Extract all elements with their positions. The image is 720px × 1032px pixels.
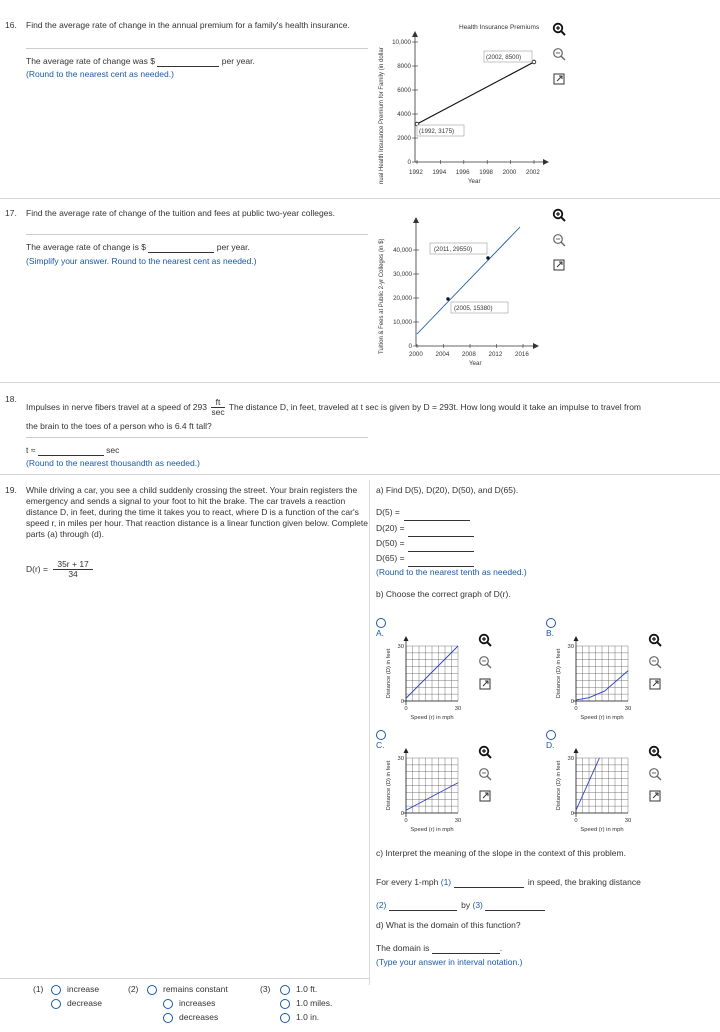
q17-xtick-label: 2012 bbox=[488, 351, 503, 358]
q16-answer-line bbox=[26, 56, 255, 67]
q16-answer-input[interactable] bbox=[157, 57, 219, 67]
q16-ytick-label: 10,000 bbox=[392, 39, 411, 46]
choice-decrease[interactable] bbox=[51, 998, 102, 1009]
q18-answer-input[interactable] bbox=[38, 446, 104, 456]
q19-c-line1-num: (1) bbox=[440, 877, 452, 887]
q17-chart-ylabel: Tuition & Fees at Public 2-yr Colleges (in $) bbox=[379, 238, 385, 354]
zoom-in-icon[interactable] bbox=[648, 745, 662, 759]
q16-xtick-label: 1992 bbox=[409, 169, 423, 176]
zoom-out-icon[interactable] bbox=[648, 767, 662, 781]
q19-c-line1-b: in speed, the braking distance bbox=[527, 877, 641, 887]
choices2-label: (2) bbox=[128, 984, 139, 994]
q18-frac-bottom: sec bbox=[211, 407, 225, 417]
option-ytick-top: 30 bbox=[567, 644, 574, 650]
q18-text-a: Impulses in nerve fibers travel at a speed of 293 bbox=[26, 401, 207, 412]
choice-1-in-label: 1.0 in. bbox=[296, 1012, 320, 1022]
zoom-out-icon[interactable] bbox=[478, 767, 492, 781]
q18-frac-top: ft bbox=[211, 398, 224, 408]
zoom-out-icon[interactable] bbox=[648, 655, 662, 669]
option-graph bbox=[376, 743, 476, 843]
zoom-out-icon[interactable] bbox=[478, 655, 492, 669]
option-line bbox=[576, 758, 599, 810]
q16-ytick-label: 2000 bbox=[397, 135, 411, 142]
q19-d-line: The domain is . bbox=[376, 943, 503, 953]
choice-decrease-label: decrease bbox=[67, 998, 102, 1008]
q19-d-text: The domain is bbox=[376, 943, 430, 953]
choices1-label: (1) bbox=[33, 984, 44, 994]
q17-xtick-label: 2004 bbox=[435, 351, 450, 358]
option-graph bbox=[546, 631, 646, 731]
option-xtick-max: 30 bbox=[624, 818, 632, 824]
option-ytick-top: 30 bbox=[567, 756, 574, 762]
question-number-18: 18. bbox=[5, 394, 17, 404]
q17-ytick-label: 30,000 bbox=[393, 271, 412, 278]
choice-remains-constant-label: remains constant bbox=[163, 984, 228, 994]
q16-ytick-label: 8000 bbox=[397, 63, 411, 70]
expand-icon[interactable] bbox=[478, 677, 492, 691]
d20-input[interactable] bbox=[408, 527, 474, 537]
radio-circle[interactable] bbox=[376, 730, 386, 740]
slope-blank-3[interactable] bbox=[485, 901, 545, 911]
q16-xtick-label: 2000 bbox=[502, 169, 517, 176]
q16-ytick-label: 6000 bbox=[397, 87, 411, 94]
option-label: B. bbox=[546, 628, 555, 638]
question-number-17: 17. bbox=[5, 208, 17, 218]
option-xlabel: Speed (r) in mph bbox=[580, 827, 624, 833]
option-xtick-zero: 0 bbox=[574, 706, 578, 712]
q17-xtick-label: 2016 bbox=[515, 351, 529, 358]
choice-decreases-label: decreases bbox=[179, 1012, 219, 1022]
q19-part-a: a) Find D(5), D(20), D(50), and D(65). bbox=[376, 485, 519, 495]
q19-d-hint: (Type your answer in interval notation.) bbox=[376, 957, 523, 967]
q16-chart-ylabel: nual Health Insurance Premium for Family (in dollar bbox=[379, 47, 385, 184]
choice-remains-constant[interactable] bbox=[147, 984, 228, 995]
q18-answer-line bbox=[26, 445, 119, 456]
option-ytick-top: 30 bbox=[397, 644, 404, 650]
q17-answer-prefix: The average rate of change is $ bbox=[26, 242, 147, 252]
expand-icon[interactable] bbox=[478, 789, 492, 803]
zoom-out-icon[interactable] bbox=[552, 233, 566, 247]
option-ytick-top: 30 bbox=[397, 756, 404, 762]
option-ylabel: Distance (D) in feet bbox=[386, 760, 392, 811]
option-xtick-max: 30 bbox=[624, 706, 632, 712]
slope-blank-2[interactable] bbox=[389, 901, 457, 911]
q16-hint: (Round to the nearest cent as needed.) bbox=[26, 69, 174, 79]
choice-increases-label: increases bbox=[179, 998, 216, 1008]
expand-icon[interactable] bbox=[552, 72, 566, 86]
zoom-out-icon[interactable] bbox=[552, 47, 566, 61]
option-ytick-zero: 0 bbox=[400, 811, 404, 817]
q19-function bbox=[26, 560, 93, 579]
q18-answer-prefix: t ≈ bbox=[26, 445, 36, 455]
choices3-label: (3) bbox=[260, 984, 271, 994]
domain-input[interactable] bbox=[432, 944, 500, 954]
q19-c-line2-num2: (2) bbox=[376, 900, 387, 910]
question-16-text: Find the average rate of change in the annual premium for a family's health insurance. bbox=[26, 20, 350, 30]
option-graph bbox=[376, 631, 476, 731]
q17-xtick-label: 2000 bbox=[409, 351, 423, 358]
expand-icon[interactable] bbox=[648, 789, 662, 803]
option-label: C. bbox=[376, 740, 385, 750]
option-xtick-zero: 0 bbox=[404, 818, 408, 824]
expand-icon[interactable] bbox=[648, 677, 662, 691]
q17-answer-suffix: per year. bbox=[216, 242, 250, 252]
q17-ytick-label: 0 bbox=[408, 343, 412, 350]
q17-point-label-2: (2005, 15380) bbox=[454, 305, 493, 312]
q16-ytick-label: 0 bbox=[407, 159, 411, 166]
option-xtick-zero: 0 bbox=[574, 818, 578, 824]
q16-ytick-label: 4000 bbox=[397, 111, 411, 118]
option-xtick-zero: 0 bbox=[404, 706, 408, 712]
q19-part-c: c) Interpret the meaning of the slope in the context of this problem. bbox=[376, 848, 626, 858]
option-xlabel: Speed (r) in mph bbox=[410, 715, 454, 721]
option-ytick-zero: 0 bbox=[570, 811, 574, 817]
q19-c-line1-a: For every 1-mph bbox=[376, 877, 439, 887]
option-xlabel: Speed (r) in mph bbox=[580, 715, 624, 721]
q17-ytick-label: 20,000 bbox=[393, 295, 412, 302]
radio-circle[interactable] bbox=[376, 618, 386, 628]
option-ytick-zero: 0 bbox=[400, 699, 404, 705]
q18-text-c: the brain to the toes of a person who is 6.4 ft tall? bbox=[26, 421, 212, 431]
q19-func-num: 35r + 17 bbox=[53, 560, 92, 570]
zoom-in-icon[interactable] bbox=[648, 633, 662, 647]
choice-increase-label: increase bbox=[67, 984, 100, 994]
q17-ytick-label: 40,000 bbox=[393, 247, 412, 254]
q17-hint: (Simplify your answer. Round to the nearest cent as needed.) bbox=[26, 256, 257, 266]
d5-input[interactable] bbox=[404, 511, 470, 521]
q17-point-label-1: (2011, 29550) bbox=[434, 246, 473, 253]
question-18-text bbox=[26, 398, 720, 417]
q17-answer-line bbox=[26, 242, 250, 253]
q16-answer-suffix: per year. bbox=[221, 56, 255, 66]
zoom-in-icon[interactable] bbox=[478, 745, 492, 759]
option-ylabel: Distance (D) in feet bbox=[556, 760, 562, 811]
q17-point-2 bbox=[486, 256, 489, 259]
choice-increases[interactable] bbox=[163, 998, 215, 1009]
option-ylabel: Distance (D) in feet bbox=[386, 648, 392, 699]
d50-input[interactable] bbox=[408, 542, 474, 552]
option-xlabel: Speed (r) in mph bbox=[410, 827, 454, 833]
radio-circle[interactable] bbox=[546, 730, 556, 740]
question-number-19: 19. bbox=[5, 485, 17, 495]
zoom-in-icon[interactable] bbox=[478, 633, 492, 647]
q19-a-label-1: D(20) = bbox=[376, 523, 405, 533]
q17-answer-input[interactable] bbox=[148, 243, 214, 253]
q16-point-label-1: (1992, 3175) bbox=[419, 128, 455, 135]
question-number-16: 16. bbox=[5, 20, 17, 30]
q19-c-line2-by: by bbox=[461, 900, 471, 910]
q16-xtick-label: 1996 bbox=[455, 169, 470, 176]
q18-answer-suffix: sec bbox=[106, 445, 120, 455]
q17-point-1 bbox=[446, 297, 449, 300]
q19-a-label-2: D(50) = bbox=[376, 538, 405, 548]
option-xtick-max: 30 bbox=[454, 706, 462, 712]
q18-text-b: The distance D, in feet, traveled at t sec is given by D = 293t. How long would it take an impulse to travel from bbox=[228, 401, 642, 412]
q16-point-2 bbox=[532, 60, 536, 64]
q16-xtick-label: 1994 bbox=[432, 169, 447, 176]
q19-c-line2 bbox=[376, 900, 545, 911]
d65-input[interactable] bbox=[408, 557, 474, 567]
q17-chart bbox=[376, 212, 546, 372]
question-17-text: Find the average rate of change of the tuition and fees at public two-year colleges. bbox=[26, 208, 336, 218]
q16-chart-xlabel: Year bbox=[468, 178, 481, 185]
q17-chart-xlabel: Year bbox=[469, 360, 482, 367]
choice-1-miles[interactable] bbox=[280, 998, 332, 1009]
q17-ytick-label: 10,000 bbox=[393, 319, 412, 326]
slope-blank-1[interactable] bbox=[454, 878, 524, 888]
option-graph bbox=[546, 743, 646, 843]
q16-point-label-2: (2002, 8500) bbox=[486, 54, 522, 61]
expand-icon[interactable] bbox=[552, 258, 566, 272]
q16-xtick-label: 1998 bbox=[479, 169, 493, 176]
q16-chart-title: Health Insurance Premiums bbox=[459, 24, 540, 31]
q19-a-hint: (Round to the nearest tenth as needed.) bbox=[376, 567, 527, 577]
option-label: A. bbox=[376, 628, 385, 638]
choice-1-miles-label: 1.0 miles. bbox=[296, 998, 333, 1008]
q19-c-line2-num3: (3) bbox=[472, 900, 483, 910]
choice-1-ft-label: 1.0 ft. bbox=[296, 984, 318, 994]
q16-answer-prefix: The average rate of change was $ bbox=[26, 56, 155, 66]
q16-chart bbox=[376, 14, 562, 192]
q19-func-lhs: D(r) = bbox=[26, 564, 48, 574]
radio-circle[interactable] bbox=[546, 618, 556, 628]
option-ytick-zero: 0 bbox=[570, 699, 574, 705]
q18-hint: (Round to the nearest thousandth as needed.) bbox=[26, 458, 200, 468]
choice-increase[interactable] bbox=[51, 984, 99, 995]
option-label: D. bbox=[546, 740, 555, 750]
choice-1-ft[interactable] bbox=[280, 984, 317, 995]
zoom-in-icon[interactable] bbox=[552, 22, 566, 36]
q19-part-b: b) Choose the correct graph of D(r). bbox=[376, 589, 511, 599]
zoom-in-icon[interactable] bbox=[552, 208, 566, 222]
option-ylabel: Distance (D) in feet bbox=[556, 648, 562, 699]
q19-c-line1 bbox=[376, 877, 641, 888]
choice-1-in[interactable] bbox=[280, 1012, 319, 1023]
question-19-text: While driving a car, you see a child suddenly crossing the street. Your brain registers the emergency and sends a signal to your foot to hit the brake. The car travels a reaction distance D, in feet, during the time it takes you to react, where D is a function of the car's speed r, in miles per hour. That reaction distance is a linear function given below. Complete parts (a) through (d). bbox=[26, 485, 368, 539]
q19-a-label-3: D(65) = bbox=[376, 553, 405, 563]
q19-func-den: 34 bbox=[68, 569, 78, 579]
q17-xtick-label: 2008 bbox=[462, 351, 476, 358]
q19-a-label-0: D(5) = bbox=[376, 507, 400, 517]
choice-decreases[interactable] bbox=[163, 1012, 218, 1023]
q16-chart-line bbox=[417, 62, 534, 124]
q19-part-d: d) What is the domain of this function? bbox=[376, 920, 521, 930]
q16-xtick-label: 2002 bbox=[526, 169, 540, 176]
option-xtick-max: 30 bbox=[454, 818, 462, 824]
